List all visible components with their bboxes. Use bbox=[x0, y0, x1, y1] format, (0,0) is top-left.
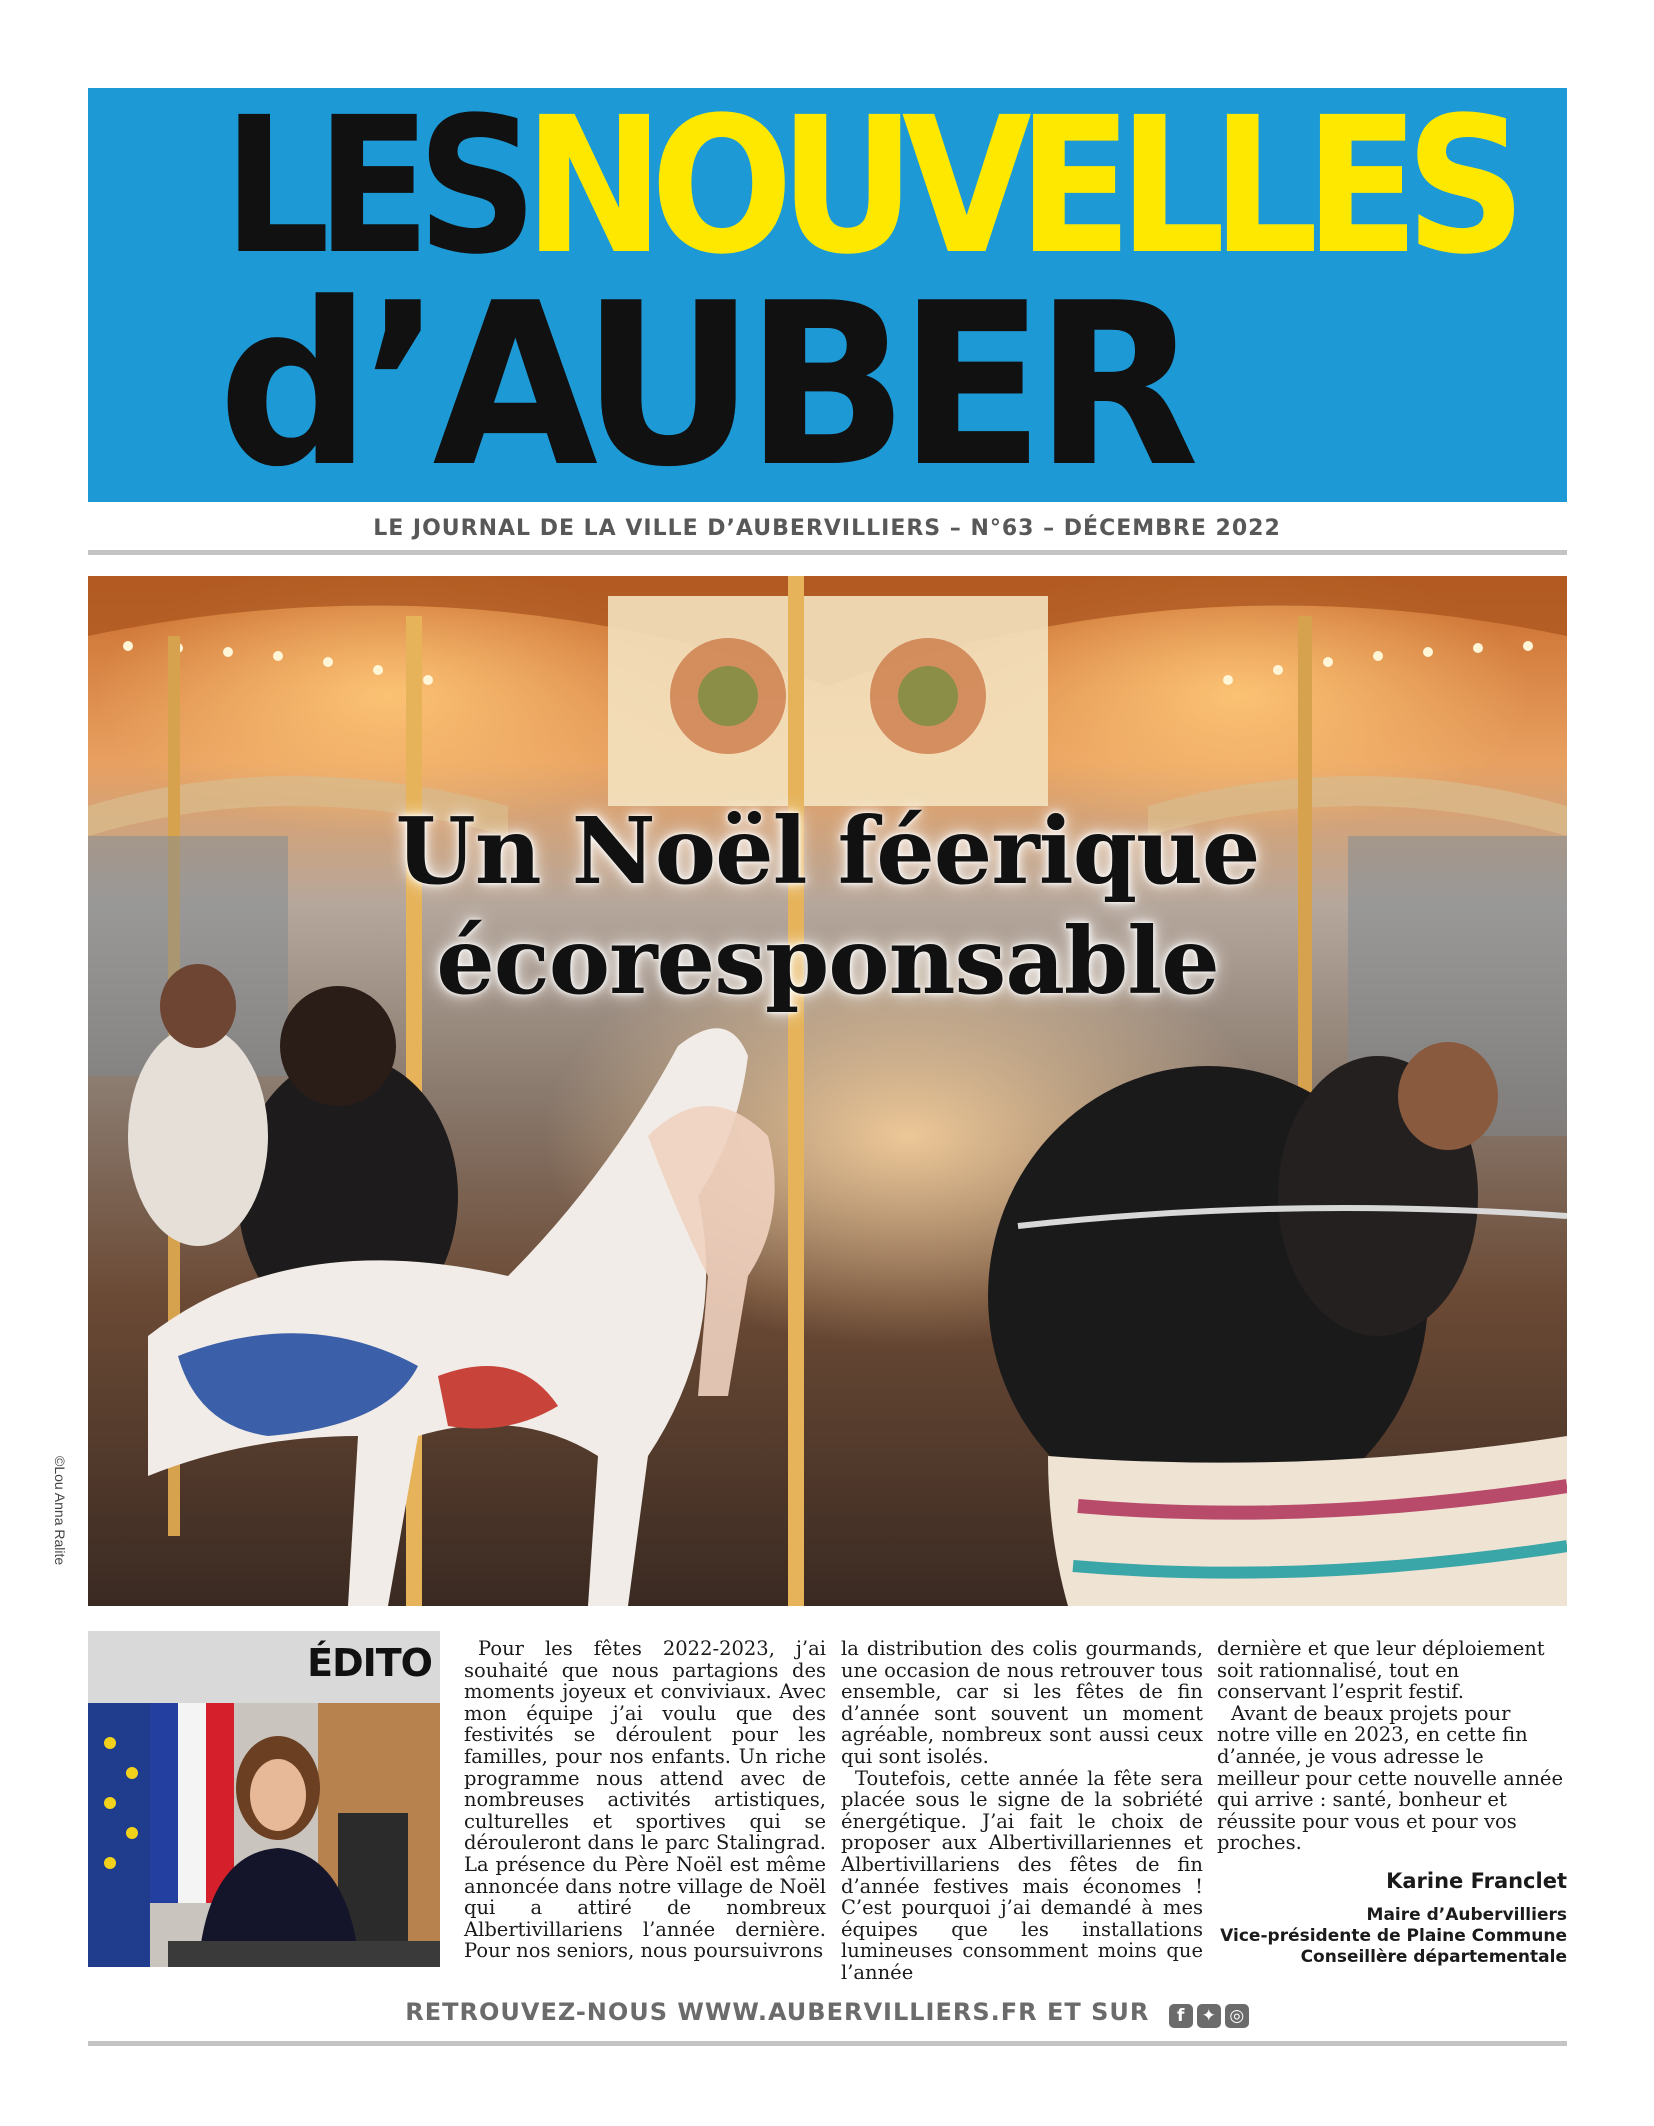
edito-paragraph: Toutefois, cette année la fête sera placée sous le signe de la sobriété énergétique. J’ai fait le choix de proposer aux Albertivillariennes et Albertivillariens des fêtes de fin d’année festives mais économes ! C’est pourquoi j’ai demandé à mes équipes que les installations lumineuses consomment moins que l’année bbox=[841, 1766, 1203, 1984]
instagram-icon[interactable]: ◎ bbox=[1225, 2004, 1249, 2028]
twitter-icon[interactable]: ✦ bbox=[1197, 2004, 1221, 2028]
masthead-nouvelles: NOUVELLES bbox=[523, 88, 1513, 296]
masthead-les: LES bbox=[223, 88, 524, 296]
footer bbox=[0, 1998, 1654, 2028]
carousel-illustration bbox=[88, 576, 1567, 1606]
edito-column-3 bbox=[1217, 1638, 1567, 1854]
footer-text: RETROUVEZ-NOUS WWW.AUBERVILLIERS.FR ET SUR bbox=[405, 1998, 1150, 2026]
social-icons bbox=[1165, 1999, 1249, 2028]
signature-title-1: Maire d’Aubervilliers bbox=[1366, 1905, 1567, 1925]
masthead-title-line2: d’AUBER bbox=[218, 255, 1190, 502]
masthead bbox=[88, 88, 1567, 502]
facebook-icon[interactable]: f bbox=[1169, 2004, 1193, 2028]
cover-photo bbox=[88, 576, 1567, 1606]
mayor-portrait bbox=[88, 1703, 440, 1967]
edito-signature bbox=[1220, 1869, 1567, 1968]
masthead-title-line1 bbox=[223, 88, 1513, 296]
photo-credit: ©Lou Anna Ralite bbox=[52, 1456, 68, 1566]
headline-line2: écoresponsable bbox=[436, 907, 1219, 1015]
signature-title-3: Conseillère départementale bbox=[1300, 1947, 1567, 1967]
edito-paragraph: dernière et que leur déploiement soit rationnalisé, tout en conservant l’esprit festif. bbox=[1217, 1637, 1545, 1704]
edito-box bbox=[88, 1631, 440, 1967]
edito-column-2 bbox=[841, 1638, 1203, 1984]
headline-line1: Un Noël féerique bbox=[395, 797, 1260, 905]
bottom-divider bbox=[88, 2041, 1567, 2046]
issue-subline: LE JOURNAL DE LA VILLE D’AUBERVILLIERS – N°63 – DÉCEMBRE 2022 bbox=[373, 516, 1281, 541]
edito-heading: ÉDITO bbox=[307, 1641, 432, 1685]
cover-headline bbox=[88, 796, 1567, 1016]
edito-paragraph: la distribution des colis gourmands, une occasion de nous retrouver tous ensemble, car si les fêtes de fin d’année sont souvent un moment agréable, nombreux sont aussi ceux qui sont isolés. bbox=[841, 1637, 1203, 1768]
edito-paragraph: Pour les fêtes 2022-2023, j’ai souhaité que nous partagions des moments joyeux et conviviaux. Avec mon équipe j’ai voulu que des festivités se déroulent pour les familles, pour nos enfants. Un riche programme nous attend avec de nombreuses activités artistiques, culturelles et sportives qui se dérouleront dans le parc Stalingrad. La présence du Père Noël est même annoncée dans notre village de Noël qui a attiré de nombreux Albertivillariens l’année dernière. Pour nos seniors, nous poursuivrons bbox=[464, 1637, 826, 1963]
signature-title-2: Vice-présidente de Plaine Commune bbox=[1220, 1926, 1567, 1946]
edito-column-1 bbox=[464, 1638, 826, 1962]
top-divider bbox=[88, 550, 1567, 555]
edito-paragraph: Avant de beaux projets pour notre ville en 2023, en cette fin d’année, je vous adresse le meilleur pour cette nouvelle année qui arrive : santé, bonheur et réussite pour vous et pour vos proches. bbox=[1217, 1701, 1563, 1855]
signature-name: Karine Franclet bbox=[1386, 1869, 1567, 1893]
portrait-illustration bbox=[88, 1703, 440, 1967]
